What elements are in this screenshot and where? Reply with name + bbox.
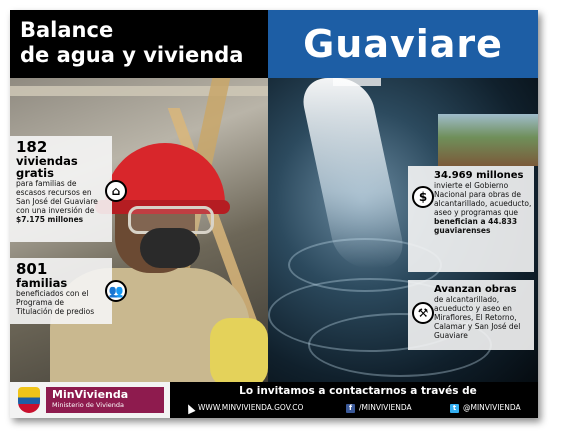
brand-box — [46, 387, 164, 413]
footer — [10, 382, 538, 418]
viviendas-box — [10, 136, 112, 242]
right-title: Guaviare — [303, 22, 503, 66]
twitter-link[interactable] — [450, 403, 521, 413]
left-title — [20, 18, 243, 68]
website-link[interactable] — [186, 403, 303, 413]
right-title-block — [268, 10, 538, 78]
obras-title: Avanzan obras — [434, 284, 517, 295]
inversion-text-main: invierte el Gobierno Nacional para obras de alcantarillado, acueducto, aseo y programas que — [434, 181, 532, 217]
viviendas-number: 182 — [16, 138, 48, 156]
house-icon: ⌂ — [105, 180, 127, 202]
viviendas-amount: $7.175 millones — [16, 215, 84, 224]
familias-number: 801 — [16, 260, 48, 278]
respirator-mask — [140, 228, 200, 268]
viviendas-subtitle: gratis — [16, 166, 54, 180]
shovel-icon: ⚒ — [412, 302, 434, 324]
left-title-line2: de agua y vivienda — [20, 43, 244, 67]
website-text: WWW.MINVIVIENDA.GOV.CO — [198, 403, 304, 412]
facebook-link[interactable] — [346, 403, 412, 413]
twitter-icon: t — [450, 404, 459, 413]
construction-photo — [438, 114, 538, 166]
brand-name: MinVivienda — [52, 388, 129, 401]
facebook-text: /MINVIVIENDA — [359, 403, 412, 412]
contact-title: Lo invitamos a contactarnos a través de — [239, 385, 477, 397]
dollar-icon: $ — [412, 186, 434, 208]
familias-title: familias — [16, 276, 68, 290]
viviendas-text-main: para familias de escasos recursos en San José del Guaviare con una inversión de — [16, 179, 98, 215]
obras-text: de alcantarillado, acueducto y aseo en Miraflores, El Retorno, Calamar y San José del Guaviare — [434, 295, 521, 340]
facebook-icon: f — [346, 404, 355, 413]
beam — [10, 86, 268, 96]
minvivienda-logo — [10, 382, 170, 418]
infographic — [10, 10, 538, 418]
left-title-block — [10, 10, 268, 78]
inversion-amount: 34.969 millones — [434, 170, 524, 181]
people-icon: 👥 — [105, 280, 127, 302]
twitter-text: @MINVIVIENDA — [463, 403, 521, 412]
inversion-beneficiaries: benefician a 44.833 guaviarenses — [434, 217, 518, 235]
viviendas-title: viviendas — [16, 154, 78, 168]
viviendas-text — [16, 179, 102, 224]
familias-text: beneficiados con el Programa de Titulación de predios — [16, 289, 95, 316]
glove — [210, 318, 268, 388]
coat-of-arms-icon — [18, 387, 40, 413]
familias-box — [10, 258, 112, 324]
inversion-box — [408, 166, 534, 272]
left-title-line1: Balance — [20, 18, 114, 42]
inversion-text — [434, 181, 532, 235]
brand-subtitle: Ministerio de Vivienda — [52, 401, 124, 409]
cursor-icon — [184, 402, 195, 414]
